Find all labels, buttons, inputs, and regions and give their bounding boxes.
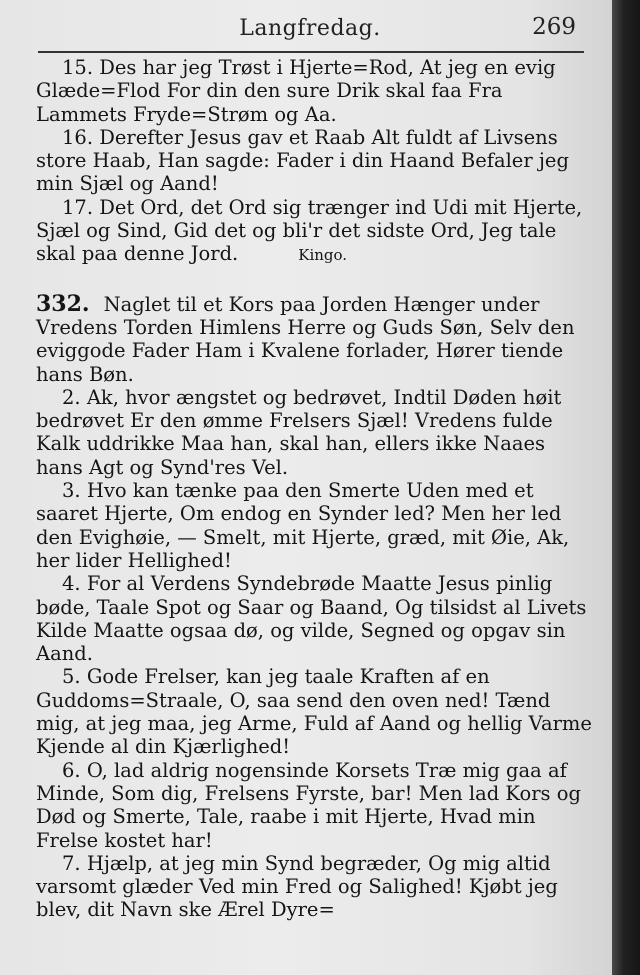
verse-number: 17. xyxy=(62,195,94,219)
running-title: Langfredag. xyxy=(239,16,381,41)
verse-number: 6. xyxy=(62,758,81,782)
verse-number: 16. xyxy=(62,125,94,149)
verse-text: Det Ord, det Ord sig trænger ind Udi mit Hjerte, Sjæl og Sind, Gid det og bli'r det sidste Ord, Jeg tale skal paa denne Jord. xyxy=(36,195,583,266)
verse-number: 7. xyxy=(62,851,81,875)
verse-text: Derefter Jesus gav et Raab Alt fuldt af Livsens store Haab, Han sagde: Fader i din Haand Befaler jeg min Sjæl og Aand! xyxy=(36,125,569,196)
verse-number: 4. xyxy=(62,572,81,596)
header-rule xyxy=(38,51,584,53)
hymn-332-verse-7 xyxy=(36,852,596,922)
verse-text: Naglet til et Kors paa Jorden Hænger under Vredens Torden Himlens Herre og Guds Søn, Selv den eviggode Fader Ham i Kvalene forlader, Hører tiende hans Bøn. xyxy=(36,292,575,386)
hymn-332-verse-1 xyxy=(36,290,596,386)
hymn-332-verse-3 xyxy=(36,479,596,572)
hymn-332-verse-5 xyxy=(36,665,596,758)
verse-text: Ak, hvor ængstet og bedrøvet, Indtil Døden høit bedrøvet Er den ømme Frelsers Sjæl! Vredens fulde Kalk uddrikke Maa han, skal han, ellers ikke Naaes hans Agt og Synd'res Vel. xyxy=(36,385,562,479)
verse-number: 2. xyxy=(62,385,81,409)
hymn-number: 332. xyxy=(36,290,90,317)
verse-text: For al Verdens Syndebrøde Maatte Jesus pinlig bøde, Taale Spot og Saar og Baand, Og tilsidst al Livets Kilde Maatte ogsaa dø, og vilde, Segned og opgav sin Aand. xyxy=(36,572,587,666)
verse-15 xyxy=(36,56,596,126)
verse-17 xyxy=(36,196,596,268)
hymn-author: Kingo. xyxy=(298,246,348,265)
verse-text: O, lad aldrig nogensinde Korsets Træ mig gaa af Minde, Som dig, Frelsens Fyrste, bar! Men lad Kors og Død og Smerte, Tale, raabe i mit Hjerte, Hvad min Frelse kostet har! xyxy=(36,758,581,852)
verse-text: Hvo kan tænke paa den Smerte Uden med et saaret Hjerte, Om endog en Synder led? Men her led den Evighøie, — Smelt, mit Hjerte, græd, mit Øie, Ak, her lider Hellighed! xyxy=(36,479,570,572)
verse-text: Gode Frelser, kan jeg taale Kraften af en Guddoms=Straale, O, saa send den oven ned! Tænd mig, at jeg maa, jeg Arme, Fuld af Aand og hellig Varme Kjende al din Kjærlighed! xyxy=(36,665,592,759)
verse-number: 5. xyxy=(62,665,81,689)
page-body xyxy=(36,56,596,922)
hymn-332-verse-6 xyxy=(36,759,596,852)
hymn-332-verse-4 xyxy=(36,572,596,665)
verse-text: Des har jeg Trøst i Hjerte=Rod, At jeg en evig Glæde=Flod For din den sure Drik skal faa Fra Lammets Fryde=Strøm og Aa. xyxy=(36,56,556,126)
book-spine-shadow xyxy=(612,0,640,975)
verse-text: Hjælp, at jeg min Synd begræder, Og mig altid varsomt glæder Ved min Fred og Salighed! Kjøbt jeg blev, dit Navn ske Ærel Dyre= xyxy=(36,851,558,922)
verse-number: 15. xyxy=(62,56,94,79)
hymn-332-verse-2 xyxy=(36,386,596,479)
page-number: 269 xyxy=(532,14,576,40)
page-header xyxy=(30,8,590,48)
verse-number: 3. xyxy=(62,479,81,503)
verse-16 xyxy=(36,126,596,196)
